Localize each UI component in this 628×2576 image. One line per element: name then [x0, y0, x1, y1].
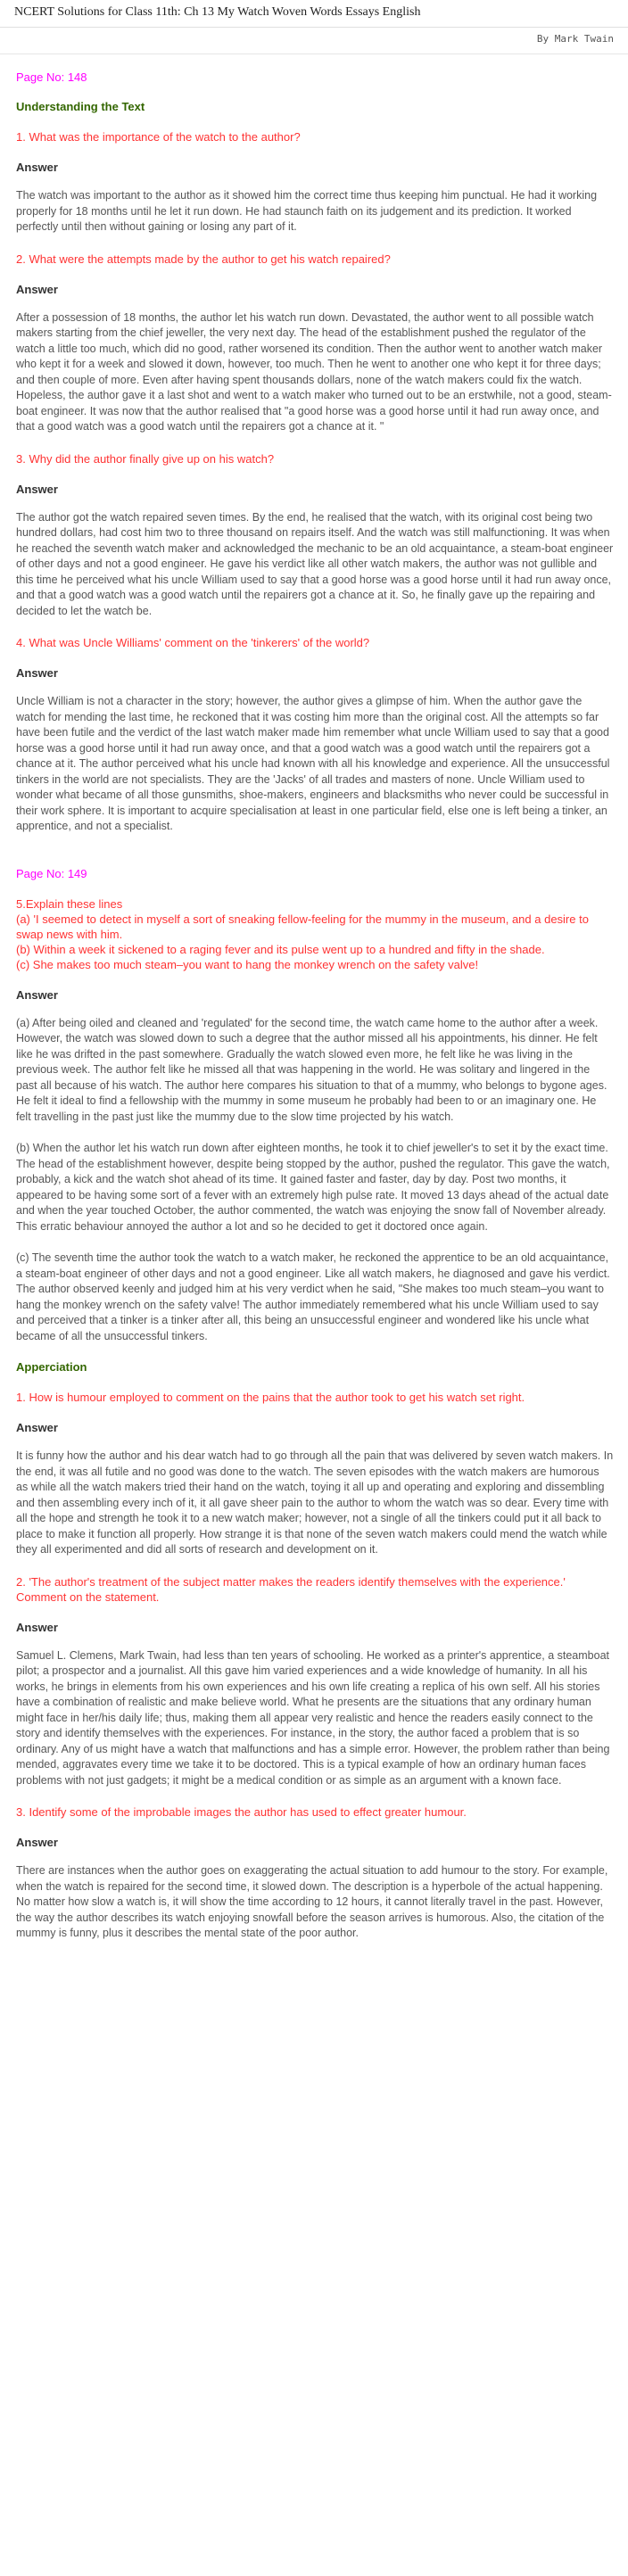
answer-3: The author got the watch repaired seven times. By the end, he realised that the watch, with its original cost being two hundred dollars, had cost him two to three thousand on repairs itself. And the watch was still malfunctioning. It was when he reached the seventh watch maker and acknowledged the mechanic to be an old acquaintance, a steam-boat engineer of other days and not a good engineer. He gave his verdict like all other watch makers, the author was not gullible and this time he perceived what his uncle William used to say that a good horse was a good horse until it had run away once, and that a good watch was a good watch until the repairers got a chance at it. So, he finally gave up the repairing and decided to let the watch be.: [16, 510, 614, 617]
answer-2: After a possession of 18 months, the author let his watch run down. Devastated, the author went to all possible watch makers starting from the chief jeweller, the very next day. The head of the establishment pushed the regulator of the watch a little too much, which did no good, rather worsened its condition. Then the author went to another watch maker who kept it for a week and slowed it down, however, too much. Then he went to another one who kept it for three days; and then couple of more. Even after having spent thousands dollars, none of the watch makers could fix the watch. Hopeless, the author gave it a last shot and went to a watch maker who turned out to be an erstwhile, not a good, steam-boat engineer. It was now that the author realised that "a good horse was a good horse until it had run away once, and that a good watch was a good watch until the repairers got a chance at it. ": [16, 310, 612, 433]
section-heading-appreciation: Apperciation: [16, 1360, 87, 1374]
question-4: 4. What was Uncle Williams' comment on the 'tinkerers' of the world?: [16, 636, 370, 649]
appreciation-answer-3: There are instances when the author goes on exaggerating the actual situation to add humour to the story. For example, when the watch is repaired for the second time, it slowed down. The description is a hyperbole of the actual happening. No matter how slow a watch is, it will show the time according to 12 hours, it cannot literally travel in the past. However, the way the author describes its watch enjoying snowfall before the season arrives is humorous. Also, the citation of the mummy is funny, plus it describes the mental state of the poor author.: [16, 1864, 608, 1939]
title-bar: [0, 0, 628, 28]
page-number: Page No: 149: [16, 866, 87, 880]
answer-label: Answer: [16, 482, 58, 496]
answer-label: Answer: [16, 666, 58, 680]
answer-label: Answer: [16, 161, 58, 174]
appreciation-question-2: 2. 'The author's treatment of the subject matter makes the readers identify themselves with the experience.' Comment on the statement.: [16, 1574, 566, 1604]
question-5-line-c: (c) She makes too much steam–you want to hang the monkey wrench on the safety valve!: [16, 957, 479, 971]
appreciation-answer-1: It is funny how the author and his dear watch had to go through all the pain that was delivered by seven watch makers. In the end, it was all futile and no good was done to the watch. The seven episodes with the watch makers are humorous as while all the watch makers tried their hand on the watch, toying it all up and operating and exploring and dissembling and then assembling every inch of it, it all gave sheer pain to the author to whom the watch was so dear. Every time with all the hope and strength he took it to a new watch maker; however, not a single of all the tinkers could put it all back to place to make it function all properly. How strange it is that none of the seven watch makers could mend the watch while they all experimented and did all sorts of research and development on it.: [16, 1449, 614, 1556]
question-5: [16, 896, 614, 972]
question-1: 1. What was the importance of the watch to the author?: [16, 130, 301, 144]
content: [0, 54, 628, 1942]
question-5-line-a: (a) 'I seemed to detect in myself a sort of sneaking fellow-feeling for the mummy in the museum, and a desire to swap news with him.: [16, 912, 589, 941]
appreciation-question-3: 3. Identify some of the improbable images the author has used to effect greater humour.: [16, 1805, 467, 1819]
answer-4: Uncle William is not a character in the story; however, the author gives a glimpse of him. When the author gave the watch for mending the last time, he reckoned that it was costing him more than the original cost. All the attempts so far have been futile and the verdict of the last watch maker made him remember what uncle William used to say that a good horse was a good horse until it had run away once, and that a good watch was a good watch until the repairers got a chance at it. The author perceived what his uncle had known with all his knowledge and experience. All the unsuccessful tinkers in the world are not specialists. They are the 'Jacks' of all trades and masters of none. Uncle William used to wonder what became of all those gunsmiths, shoe-makers, engineers and blacksmiths who never could be successful in their work sphere. It is important to acquire specialisation at least in one particular field, else one is left being a tinker, an apprentice, and not a specialist.: [16, 695, 610, 832]
appreciation-question-1: 1. How is humour employed to comment on the pains that the author took to get his watch set right.: [16, 1391, 525, 1404]
answer-5b: (b) When the author let his watch run down after eighteen months, he took it to chief jeweller's to set it by the exact time. The head of the establishment however, despite being stopped by the author, pushed the regulator. This gave the watch, probably, a kick and the watch shot ahead of its time. It gained faster and faster, day by day. Post two months, it appeared to be having some sort of a fever with an extremely high pulse rate. It moved 13 days ahead of the actual date and when the year touched October, the author commented, the watch was enjoying the snow fall of November already. This erratic behaviour annoyed the author a lot and so he decided to get it doctored once again.: [16, 1142, 610, 1233]
answer-5a: (a) After being oiled and cleaned and 'regulated' for the second time, the watch came home to the author after a week. However, the watch was slowed down to such a degree that the author missed all his appointments, his dinner. He felt like he was drifted in the past somewhere. Gradually the watch slowed even more, he felt like he was living in the previous week. The author felt like he missed all that was happening in the world. He was solitary and lingered in the past all because of his watch. The author here compares his situation to that of a mummy, who belongs to bygone ages. He felt it ideal to find a fellowship with the mummy in some museum he probably had been to or an imaginary one. He felt travelling in the past just like the mummy due to the slow time projected by his watch.: [16, 1016, 607, 1123]
question-3: 3. Why did the author finally give up on his watch?: [16, 451, 275, 466]
answer-5c: (c) The seventh time the author took the watch to a watch maker, he reckoned the apprentice to be an old acquaintance, a steam-boat engineer of other days and not a good engineer. Like all watch makers, he diagnosed and gave his verdict. The author observed keenly and judged him at his very verdict when he said, "She makes too much steam–you want to hang the monkey wrench on the safety valve! The author immediately remembered what his uncle William used to say and perceived that a tinker is a tinker after all, this being an unsuccessful engineer and wondered like his uncle what became of all the unsuccessful tinkers.: [16, 1251, 610, 1342]
question-5-heading: 5.Explain these lines: [16, 896, 123, 911]
question-5-line-b: (b) Within a week it sickened to a raging fever and its pulse went up to a hundred and fifty in the shade.: [16, 942, 545, 956]
answer-label: Answer: [16, 987, 58, 1002]
appreciation-answer-2: Samuel L. Clemens, Mark Twain, had less than ten years of schooling. He worked as a printer's apprentice, a steamboat pilot; a prospector and a journalist. All this gave him varied experiences and a wide knowledge of humanity. In all his works, he brings in elements from his own experiences and his own life creating a replica of his own self. All his stories have a combination of realistic and make believe world. What he presents are the situations that any ordinary human might face in her/his daily life; thus, making them all appear very realistic and hence the readers easily connect to the story and identify themselves with the experiences. For instance, in the story, the author faced a problem that is so ordinary. Any of us might have a watch that malfunctions and has a simple error. However, the problem rather than being mended, aggravates every time we take it to be doctored. This is a typical example of how an ordinary human faces problems with not just gadgets; it might be a medical condition or as simple as an argument with a known face.: [16, 1648, 610, 1787]
answer-label: Answer: [16, 1620, 58, 1634]
author-byline: By Mark Twain: [0, 28, 628, 54]
answer-1: The watch was important to the author as it showed him the correct time thus keeping him punctual. He had it working properly for 18 months until he let it run down. He had staunch faith on its judgement and its prediction. It worked perfectly until then without gaining or losing any part of it.: [16, 189, 598, 233]
answer-label: Answer: [16, 1421, 58, 1434]
document-title: NCERT Solutions for Class 11th: Ch 13 My Watch Woven Words Essays English: [14, 5, 421, 19]
page-number: Page No: 148: [16, 70, 87, 84]
answer-label: Answer: [16, 1836, 58, 1849]
section-heading-understanding: Understanding the Text: [16, 100, 145, 113]
question-2: 2. What were the attempts made by the author to get his watch repaired?: [16, 252, 391, 266]
answer-label: Answer: [16, 282, 58, 296]
